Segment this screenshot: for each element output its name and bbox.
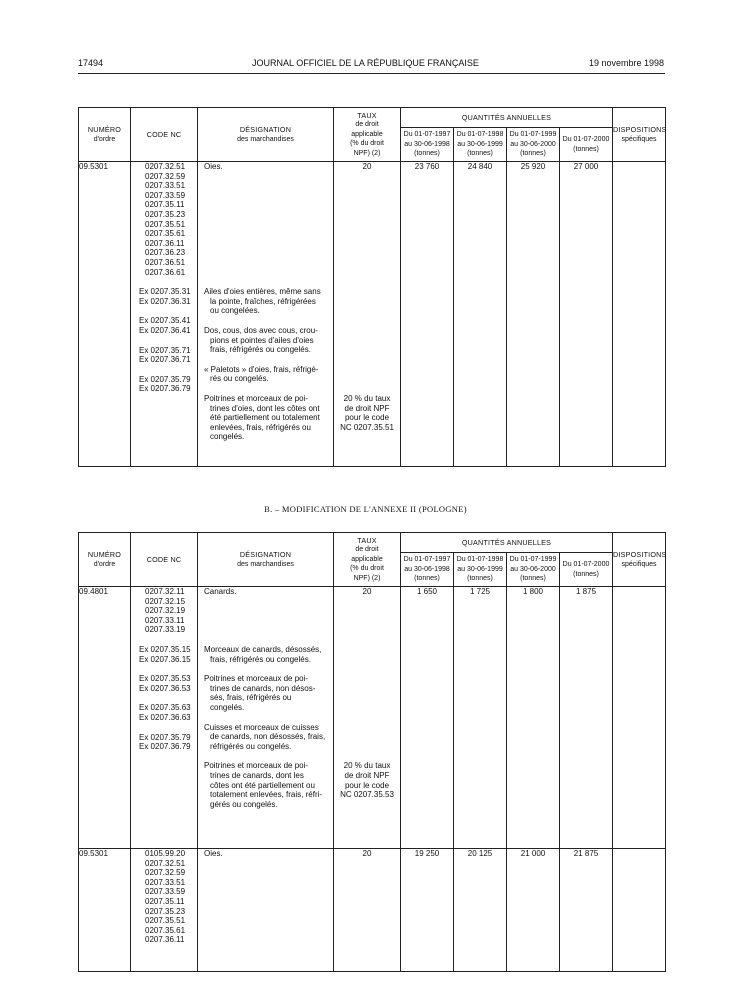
nc-code: 0207.33.59 — [145, 190, 186, 200]
annual-quantity-value: 27 000 — [573, 162, 599, 171]
nc-codes-cell — [131, 587, 198, 849]
table-row — [79, 849, 666, 972]
col-header-period-line: (tonnes) — [520, 150, 546, 158]
col-header-dispositions-line: DISPOSITIONS — [613, 124, 667, 134]
annual-quantity-value: 25 920 — [520, 162, 546, 171]
col-header-designation-line: DÉSIGNATION — [239, 549, 292, 559]
annual-quantity-value: 23 760 — [414, 162, 440, 171]
nc-code: Ex 0207.35.71 — [139, 345, 191, 355]
designation-group — [198, 287, 333, 316]
rate-group — [334, 287, 400, 316]
col-header-taux — [334, 108, 401, 162]
designation-group — [198, 394, 333, 442]
table-row — [79, 162, 666, 467]
col-header-period-line: (tonnes) — [573, 145, 599, 153]
nc-code: 0207.35.11 — [145, 896, 185, 906]
code-group — [131, 674, 197, 693]
annual-quantity — [401, 162, 454, 467]
designation-line: trines de canards, dont les — [210, 770, 304, 780]
designation-group — [198, 674, 333, 712]
quota-table-a — [78, 107, 666, 467]
duty-rate: 20 — [362, 849, 372, 858]
designation-group — [198, 162, 333, 277]
rate-group — [334, 645, 400, 664]
code-group — [131, 645, 197, 664]
col-header-taux — [334, 533, 401, 587]
col-header-quantites — [401, 108, 613, 128]
duty-rate: NC 0207.35.51 — [340, 422, 394, 432]
col-header-period-line: (tonnes) — [467, 575, 493, 583]
nc-code: Ex 0207.36.71 — [139, 355, 191, 365]
nc-code: 0207.35.11 — [145, 200, 185, 210]
designation-group — [198, 326, 333, 355]
dispositions-cell — [613, 162, 666, 467]
duty-rate: de droit NPF — [344, 403, 390, 413]
code-group — [131, 849, 197, 945]
designation-group — [198, 587, 333, 635]
nc-code: 0207.36.51 — [145, 257, 186, 267]
designation-line: trines de canards, non désos- — [210, 683, 316, 693]
col-header-period — [507, 128, 560, 162]
col-header-quantites-text: QUANTITÉS ANNUELLES — [461, 537, 552, 547]
table-row — [79, 587, 666, 849]
annual-quantity — [454, 587, 507, 849]
col-header-numero-line: NUMÉRO — [87, 549, 122, 559]
designation-line: totalement enlevées, frais, réfri- — [210, 790, 323, 800]
rate-group — [334, 674, 400, 712]
col-header-taux-line: applicable — [351, 555, 383, 563]
designation-line: Poitrines et morceaux de poi- — [204, 674, 309, 684]
nc-code: Ex 0207.36.53 — [139, 683, 191, 693]
dispositions-cell — [613, 849, 666, 972]
col-header-period-line: Du 01-07-2000 — [562, 135, 610, 143]
nc-code: 0207.33.59 — [145, 887, 186, 897]
designation-group — [198, 723, 333, 752]
code-group — [131, 703, 197, 722]
nc-code: 0207.35.23 — [145, 906, 186, 916]
designation-line: Cuisses et morceaux de cuisses — [204, 722, 319, 732]
col-header-quantites — [401, 533, 613, 553]
annual-quantity — [454, 162, 507, 467]
col-header-period-line: au 30-06-2000 — [510, 565, 556, 573]
col-header-dispositions-line: spécifiques — [621, 135, 657, 143]
nc-code: 0207.35.23 — [145, 209, 186, 219]
nc-code: Ex 0207.35.63 — [139, 703, 191, 713]
annual-quantity-value: 20 125 — [467, 849, 493, 858]
code-group — [131, 346, 197, 365]
designation-line: gérés ou congelés. — [210, 799, 278, 809]
col-header-period-line: Du 01-07-1997 — [403, 131, 451, 139]
nc-code: 0207.32.19 — [145, 606, 186, 616]
designation-line: Poitrines et morceaux de poi- — [204, 761, 309, 771]
nc-code: Ex 0207.36.41 — [139, 325, 191, 335]
col-header-taux-line: de droit — [355, 546, 379, 554]
col-header-period-line: au 30-06-1998 — [404, 565, 450, 573]
annual-quantity-value: 21 000 — [520, 849, 546, 858]
col-header-taux-line: TAUX — [357, 535, 377, 545]
col-header-period-line: Du 01-07-1998 — [456, 556, 504, 564]
designation-line: Morceaux de canards, désossés, — [204, 645, 322, 654]
nc-code: 0207.35.61 — [145, 229, 186, 239]
order-number: 09.4801 — [79, 587, 131, 849]
col-header-period-line: au 30-06-1998 — [404, 140, 450, 148]
col-header-period-line: au 30-06-2000 — [510, 140, 556, 148]
col-header-code-text: CODE NC — [146, 129, 182, 139]
duty-rate: 20 — [362, 587, 372, 596]
col-header-designation-line: des marchandises — [237, 135, 294, 143]
nc-code: 0207.36.23 — [145, 248, 186, 258]
designation-line: Oies. — [204, 849, 223, 858]
col-header-numero-line: NUMÉRO — [87, 124, 122, 134]
nc-code: Ex 0207.35.79 — [139, 732, 191, 742]
nc-code: 0207.32.51 — [145, 858, 186, 868]
duty-rate-cell — [334, 849, 401, 972]
code-group — [131, 287, 197, 306]
annual-quantity — [560, 587, 613, 849]
nc-code: Ex 0207.36.63 — [139, 712, 191, 722]
nc-codes-cell — [131, 849, 198, 972]
col-header-taux-line: (% du droit — [350, 565, 384, 573]
nc-code: Ex 0207.35.79 — [139, 374, 191, 384]
designation-cell — [198, 162, 334, 467]
col-header-period — [560, 128, 613, 162]
annual-quantity-value: 21 875 — [573, 849, 599, 858]
designation-cell — [198, 587, 334, 849]
code-group — [131, 162, 197, 277]
nc-code: Ex 0207.35.41 — [139, 316, 191, 326]
col-header-numero-line: d'ordre — [93, 135, 116, 143]
nc-code: 0207.33.51 — [145, 181, 186, 191]
nc-code: Ex 0207.35.31 — [139, 287, 191, 297]
designation-line: sés, frais, réfrigérés ou — [210, 693, 292, 703]
designation-line: Ailes d'oies entières, même sans — [204, 287, 321, 297]
col-header-code — [131, 108, 198, 162]
col-header-designation — [198, 108, 334, 162]
col-header-period-line: au 30-06-1999 — [457, 140, 503, 148]
col-header-dispositions-line: spécifiques — [621, 560, 657, 568]
designation-line: rés ou congelés. — [210, 374, 269, 384]
designation-line: la pointe, fraîches, réfrigérées — [210, 296, 316, 306]
duty-rate: NC 0207.35.53 — [340, 790, 394, 800]
nc-codes-cell — [131, 162, 198, 467]
annual-quantity-value: 1 875 — [576, 587, 597, 596]
col-header-designation-line: des marchandises — [237, 560, 294, 568]
col-header-designation-line: DÉSIGNATION — [239, 124, 292, 134]
nc-code: 0207.35.51 — [145, 916, 186, 926]
rate-group — [334, 365, 400, 384]
annual-quantity — [507, 849, 560, 972]
nc-code: 0207.33.51 — [145, 877, 186, 887]
designation-line: pions et pointes d'ailes d'oies — [210, 335, 314, 345]
col-header-period-line: (tonnes) — [520, 575, 546, 583]
annual-quantity — [401, 849, 454, 972]
rate-group — [334, 849, 400, 945]
col-header-dispositions — [613, 108, 666, 162]
col-header-code — [131, 533, 198, 587]
designation-line: congelés. — [210, 702, 245, 712]
duty-rate: pour le code — [344, 413, 390, 423]
col-header-period-line: Du 01-07-1999 — [509, 556, 557, 564]
col-header-period-line: Du 01-07-1999 — [509, 131, 557, 139]
rate-group — [334, 587, 400, 635]
rate-group — [334, 326, 400, 355]
dispositions-cell — [613, 587, 666, 849]
col-header-quantites-text: QUANTITÉS ANNUELLES — [461, 112, 552, 122]
nc-code: Ex 0207.36.79 — [139, 742, 191, 752]
col-header-numero-line: d'ordre — [93, 560, 116, 568]
col-header-period — [454, 553, 507, 587]
designation-line: frais, réfrigérés ou congelés. — [210, 345, 311, 355]
annual-quantity — [454, 849, 507, 972]
col-header-period-line: Du 01-07-1997 — [403, 556, 451, 564]
annual-quantity — [507, 162, 560, 467]
duty-rate-cell — [334, 587, 401, 849]
designation-line: Oies. — [204, 162, 223, 171]
designation-line: ou congelées. — [210, 306, 260, 316]
nc-code: 0207.33.19 — [145, 625, 186, 635]
col-header-taux-line: NPF) (2) — [353, 149, 381, 157]
code-group — [131, 733, 197, 752]
code-group — [131, 587, 197, 635]
quota-table-b — [78, 532, 666, 972]
col-header-period-line: (tonnes) — [467, 150, 493, 158]
col-header-taux-line: TAUX — [357, 110, 377, 120]
rate-group — [334, 162, 400, 277]
rate-group — [334, 394, 400, 442]
nc-code: 0207.32.59 — [145, 171, 186, 181]
col-header-period — [401, 128, 454, 162]
col-header-period — [507, 553, 560, 587]
designation-group — [198, 645, 333, 664]
designation-line: Poitrines et morceaux de poi- — [204, 393, 309, 403]
annual-quantity — [560, 849, 613, 972]
duty-rate: 20 % du taux — [343, 761, 391, 771]
code-group — [131, 375, 197, 394]
nc-code: 0207.32.59 — [145, 868, 186, 878]
nc-code: 0207.35.51 — [145, 219, 186, 229]
col-header-period-line: Du 01-07-1998 — [456, 131, 504, 139]
nc-code: 0207.36.11 — [145, 238, 185, 248]
nc-code: Ex 0207.35.53 — [139, 674, 191, 684]
duty-rate-cell — [334, 162, 401, 467]
nc-code: 0207.36.61 — [145, 267, 186, 277]
nc-code: 0207.36.11 — [145, 935, 185, 945]
issue-date: 19 novembre 1998 — [588, 58, 664, 68]
col-header-taux-line: de droit — [355, 121, 379, 129]
designation-group — [198, 365, 333, 384]
designation-line: congelés. — [210, 432, 245, 442]
duty-rate: pour le code — [344, 780, 390, 790]
designation-group — [198, 761, 333, 809]
annual-quantity — [401, 587, 454, 849]
code-group — [131, 316, 197, 335]
col-header-period-line: (tonnes) — [414, 150, 440, 158]
designation-group — [198, 849, 333, 945]
nc-code: 0207.32.51 — [145, 162, 186, 171]
col-header-period-line: Du 01-07-2000 — [562, 560, 610, 568]
duty-rate: 20 % du taux — [343, 393, 391, 403]
col-header-numero — [79, 533, 131, 587]
designation-line: côtes ont été partiellement ou — [210, 780, 315, 790]
nc-code: 0207.33.11 — [145, 615, 185, 625]
annual-quantity-value: 1 800 — [522, 587, 544, 596]
col-header-taux-line: applicable — [351, 130, 383, 138]
nc-code: 0207.35.61 — [145, 925, 186, 935]
nc-code: 0105.99.20 — [145, 849, 186, 858]
nc-code: Ex 0207.35.15 — [139, 644, 191, 654]
duty-rate: de droit NPF — [344, 770, 390, 780]
col-header-code-text: CODE NC — [146, 554, 182, 564]
col-header-numero — [79, 108, 131, 162]
col-header-period — [401, 553, 454, 587]
col-header-taux-line: NPF) (2) — [353, 574, 381, 582]
col-header-period-line: (tonnes) — [414, 575, 440, 583]
col-header-period — [454, 128, 507, 162]
designation-line: enlevées, frais, réfrigérés ou — [210, 422, 311, 432]
duty-rate: 20 — [362, 162, 372, 171]
col-header-dispositions-line: DISPOSITIONS — [613, 549, 667, 559]
header-rule — [78, 73, 665, 74]
rate-group — [334, 761, 400, 809]
designation-line: trines d'oies, dont les côtes ont — [210, 403, 320, 413]
annual-quantity-value: 1 650 — [416, 587, 438, 596]
col-header-designation — [198, 533, 334, 587]
designation-cell — [198, 849, 334, 972]
section-b-title: B. – MODIFICATION DE L'ANNEXE II (POLOGNE) — [264, 504, 467, 514]
page-number: 17494 — [78, 58, 104, 68]
nc-code: 0207.32.11 — [145, 587, 185, 596]
col-header-dispositions — [613, 533, 666, 587]
designation-line: « Paletots » d'oies, frais, réfrigé- — [204, 364, 319, 374]
designation-line: Dos, cous, dos avec cous, crou- — [204, 325, 318, 335]
designation-line: Canards. — [204, 587, 237, 596]
nc-code: Ex 0207.36.79 — [139, 384, 191, 394]
order-number: 09.5301 — [79, 162, 131, 467]
designation-line: frais, réfrigérés ou congelés. — [210, 654, 311, 664]
annual-quantity-value: 1 725 — [469, 587, 491, 596]
nc-code: Ex 0207.36.31 — [139, 296, 191, 306]
col-header-period-line: au 30-06-1999 — [457, 565, 503, 573]
annual-quantity — [507, 587, 560, 849]
journal-title: JOURNAL OFFICIEL DE LA RÉPUBLIQUE FRANÇAISE — [252, 58, 479, 68]
designation-line: été partiellement ou totalement — [210, 413, 320, 423]
annual-quantity — [560, 162, 613, 467]
col-header-period — [560, 553, 613, 587]
nc-code: 0207.32.15 — [145, 596, 186, 606]
annual-quantity-value: 24 840 — [467, 162, 493, 171]
designation-line: réfrigérés ou congelés. — [210, 741, 292, 751]
col-header-period-line: (tonnes) — [573, 570, 599, 578]
rate-group — [334, 723, 400, 752]
annual-quantity-value: 19 250 — [414, 849, 440, 858]
nc-code: Ex 0207.36.15 — [139, 654, 191, 664]
designation-line: de canards, non désossés, frais, — [210, 732, 326, 742]
col-header-taux-line: (% du droit — [350, 140, 384, 148]
order-number: 09.5301 — [79, 849, 131, 972]
